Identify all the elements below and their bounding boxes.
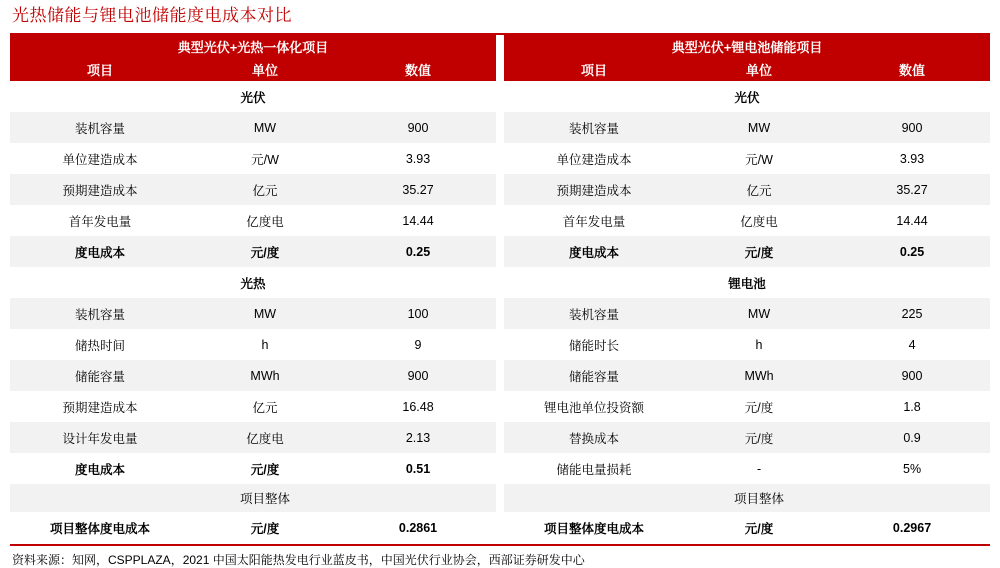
cell-item: 装机容量 bbox=[504, 112, 684, 143]
cell-value: 900 bbox=[340, 112, 496, 143]
column-separator bbox=[496, 512, 504, 544]
table-row bbox=[10, 205, 990, 236]
cell-unit: MW bbox=[190, 112, 340, 143]
column-separator bbox=[496, 81, 504, 112]
cell-value: 3.93 bbox=[834, 143, 990, 174]
cell-value: 0.25 bbox=[834, 236, 990, 267]
cell-value: 900 bbox=[834, 360, 990, 391]
section-label-csp-left: 光热 bbox=[10, 267, 496, 298]
cell-item: 预期建造成本 bbox=[10, 174, 190, 205]
cell-unit: MWh bbox=[684, 360, 834, 391]
cell-unit: 元/W bbox=[190, 143, 340, 174]
page-title: 光热储能与锂电池储能度电成本对比 bbox=[12, 6, 292, 25]
cell-item: 预期建造成本 bbox=[10, 391, 190, 422]
section-row-pv bbox=[10, 81, 990, 112]
total-unit-right: 元/度 bbox=[684, 512, 834, 544]
column-separator bbox=[496, 484, 504, 512]
total-value-left: 0.2861 bbox=[340, 512, 496, 544]
cell-value: 16.48 bbox=[340, 391, 496, 422]
cell-unit: 亿元 bbox=[684, 174, 834, 205]
table-row bbox=[10, 298, 990, 329]
cell-value: 9 bbox=[340, 329, 496, 360]
column-separator bbox=[496, 174, 504, 205]
table-header-row bbox=[10, 58, 990, 81]
table-row bbox=[10, 391, 990, 422]
table-header-band bbox=[10, 35, 990, 58]
column-separator bbox=[496, 205, 504, 236]
cell-unit: 亿元 bbox=[190, 391, 340, 422]
cell-unit: h bbox=[684, 329, 834, 360]
cell-unit: 元/度 bbox=[684, 236, 834, 267]
cell-value: 35.27 bbox=[834, 174, 990, 205]
cell-value: 900 bbox=[834, 112, 990, 143]
total-unit-left: 元/度 bbox=[190, 512, 340, 544]
table-row bbox=[10, 236, 990, 267]
section-label-pv-left: 光伏 bbox=[10, 81, 496, 112]
header-right-unit: 单位 bbox=[684, 58, 834, 81]
cell-value: 0.25 bbox=[340, 236, 496, 267]
cell-unit: 元/W bbox=[684, 143, 834, 174]
cell-item: 储能时长 bbox=[504, 329, 684, 360]
cell-value: 900 bbox=[340, 360, 496, 391]
cell-item: 度电成本 bbox=[504, 236, 684, 267]
cell-unit: 元/度 bbox=[190, 236, 340, 267]
cell-value: 100 bbox=[340, 298, 496, 329]
comparison-table bbox=[10, 35, 990, 544]
cell-unit: 元/度 bbox=[190, 453, 340, 484]
spacer-cell bbox=[504, 484, 684, 512]
header-right-band: 典型光伏+锂电池储能项目 bbox=[504, 35, 990, 58]
column-separator bbox=[496, 422, 504, 453]
spacer-cell bbox=[340, 484, 496, 512]
table-row bbox=[10, 360, 990, 391]
cell-item: 装机容量 bbox=[504, 298, 684, 329]
cell-item: 储能容量 bbox=[504, 360, 684, 391]
column-separator bbox=[496, 267, 504, 298]
spacer-cell bbox=[10, 484, 190, 512]
table-row bbox=[10, 422, 990, 453]
cell-unit: 元/度 bbox=[684, 422, 834, 453]
column-separator bbox=[496, 143, 504, 174]
cell-value: 225 bbox=[834, 298, 990, 329]
table-row bbox=[10, 143, 990, 174]
column-separator bbox=[496, 453, 504, 484]
cell-item: 设计年发电量 bbox=[10, 422, 190, 453]
spacer-cell bbox=[834, 484, 990, 512]
cell-unit: h bbox=[190, 329, 340, 360]
column-separator bbox=[496, 329, 504, 360]
cell-value: 3.93 bbox=[340, 143, 496, 174]
cell-item: 装机容量 bbox=[10, 298, 190, 329]
cell-unit: 亿度电 bbox=[190, 205, 340, 236]
column-separator bbox=[496, 236, 504, 267]
section-label-pv-right: 光伏 bbox=[504, 81, 990, 112]
cell-item: 单位建造成本 bbox=[504, 143, 684, 174]
cell-item: 装机容量 bbox=[10, 112, 190, 143]
cell-unit: 亿元 bbox=[190, 174, 340, 205]
cell-value: 5% bbox=[834, 453, 990, 484]
cell-value: 0.51 bbox=[340, 453, 496, 484]
cell-unit: 亿度电 bbox=[190, 422, 340, 453]
header-right-value: 数值 bbox=[834, 58, 990, 81]
column-separator bbox=[496, 298, 504, 329]
header-left-unit: 单位 bbox=[190, 58, 340, 81]
total-item-left: 项目整体度电成本 bbox=[10, 512, 190, 544]
cell-item: 替换成本 bbox=[504, 422, 684, 453]
section-label-overall-left: 项目整体 bbox=[190, 484, 340, 512]
header-right-item: 项目 bbox=[504, 58, 684, 81]
section-row-overall bbox=[10, 484, 990, 512]
total-value-right: 0.2967 bbox=[834, 512, 990, 544]
column-separator bbox=[496, 391, 504, 422]
header-left-item: 项目 bbox=[10, 58, 190, 81]
cell-unit: MW bbox=[684, 112, 834, 143]
section-label-battery-right: 锂电池 bbox=[504, 267, 990, 298]
cell-value: 0.9 bbox=[834, 422, 990, 453]
cell-value: 14.44 bbox=[340, 205, 496, 236]
table-row bbox=[10, 112, 990, 143]
cell-value: 35.27 bbox=[340, 174, 496, 205]
column-separator bbox=[496, 360, 504, 391]
cell-value: 4 bbox=[834, 329, 990, 360]
header-left-band: 典型光伏+光热一体化项目 bbox=[10, 35, 496, 58]
cell-unit: 元/度 bbox=[684, 391, 834, 422]
cell-item: 储能电量损耗 bbox=[504, 453, 684, 484]
cell-item: 度电成本 bbox=[10, 236, 190, 267]
column-separator bbox=[496, 58, 504, 81]
section-label-overall-right: 项目整体 bbox=[684, 484, 834, 512]
cell-item: 首年发电量 bbox=[504, 205, 684, 236]
cell-unit: MWh bbox=[190, 360, 340, 391]
cell-item: 锂电池单位投资额 bbox=[504, 391, 684, 422]
source-note: 资料来源：知网，CSPPLAZA，2021 中国太阳能热发电行业蓝皮书，中国光伏行业协会，西部证券研发中心 bbox=[12, 553, 585, 567]
cell-value: 14.44 bbox=[834, 205, 990, 236]
cell-unit: - bbox=[684, 453, 834, 484]
cell-unit: MW bbox=[684, 298, 834, 329]
cell-item: 储热时间 bbox=[10, 329, 190, 360]
cell-item: 单位建造成本 bbox=[10, 143, 190, 174]
table-row bbox=[10, 453, 990, 484]
cell-item: 度电成本 bbox=[10, 453, 190, 484]
total-item-right: 项目整体度电成本 bbox=[504, 512, 684, 544]
section-row-storage bbox=[10, 267, 990, 298]
column-separator bbox=[496, 35, 504, 58]
header-left-value: 数值 bbox=[340, 58, 496, 81]
column-separator bbox=[496, 112, 504, 143]
cell-item: 储能容量 bbox=[10, 360, 190, 391]
table-row bbox=[10, 329, 990, 360]
cell-unit: 亿度电 bbox=[684, 205, 834, 236]
cell-item: 预期建造成本 bbox=[504, 174, 684, 205]
cell-unit: MW bbox=[190, 298, 340, 329]
total-row bbox=[10, 512, 990, 544]
cell-item: 首年发电量 bbox=[10, 205, 190, 236]
cell-value: 2.13 bbox=[340, 422, 496, 453]
cell-value: 1.8 bbox=[834, 391, 990, 422]
table-row bbox=[10, 174, 990, 205]
